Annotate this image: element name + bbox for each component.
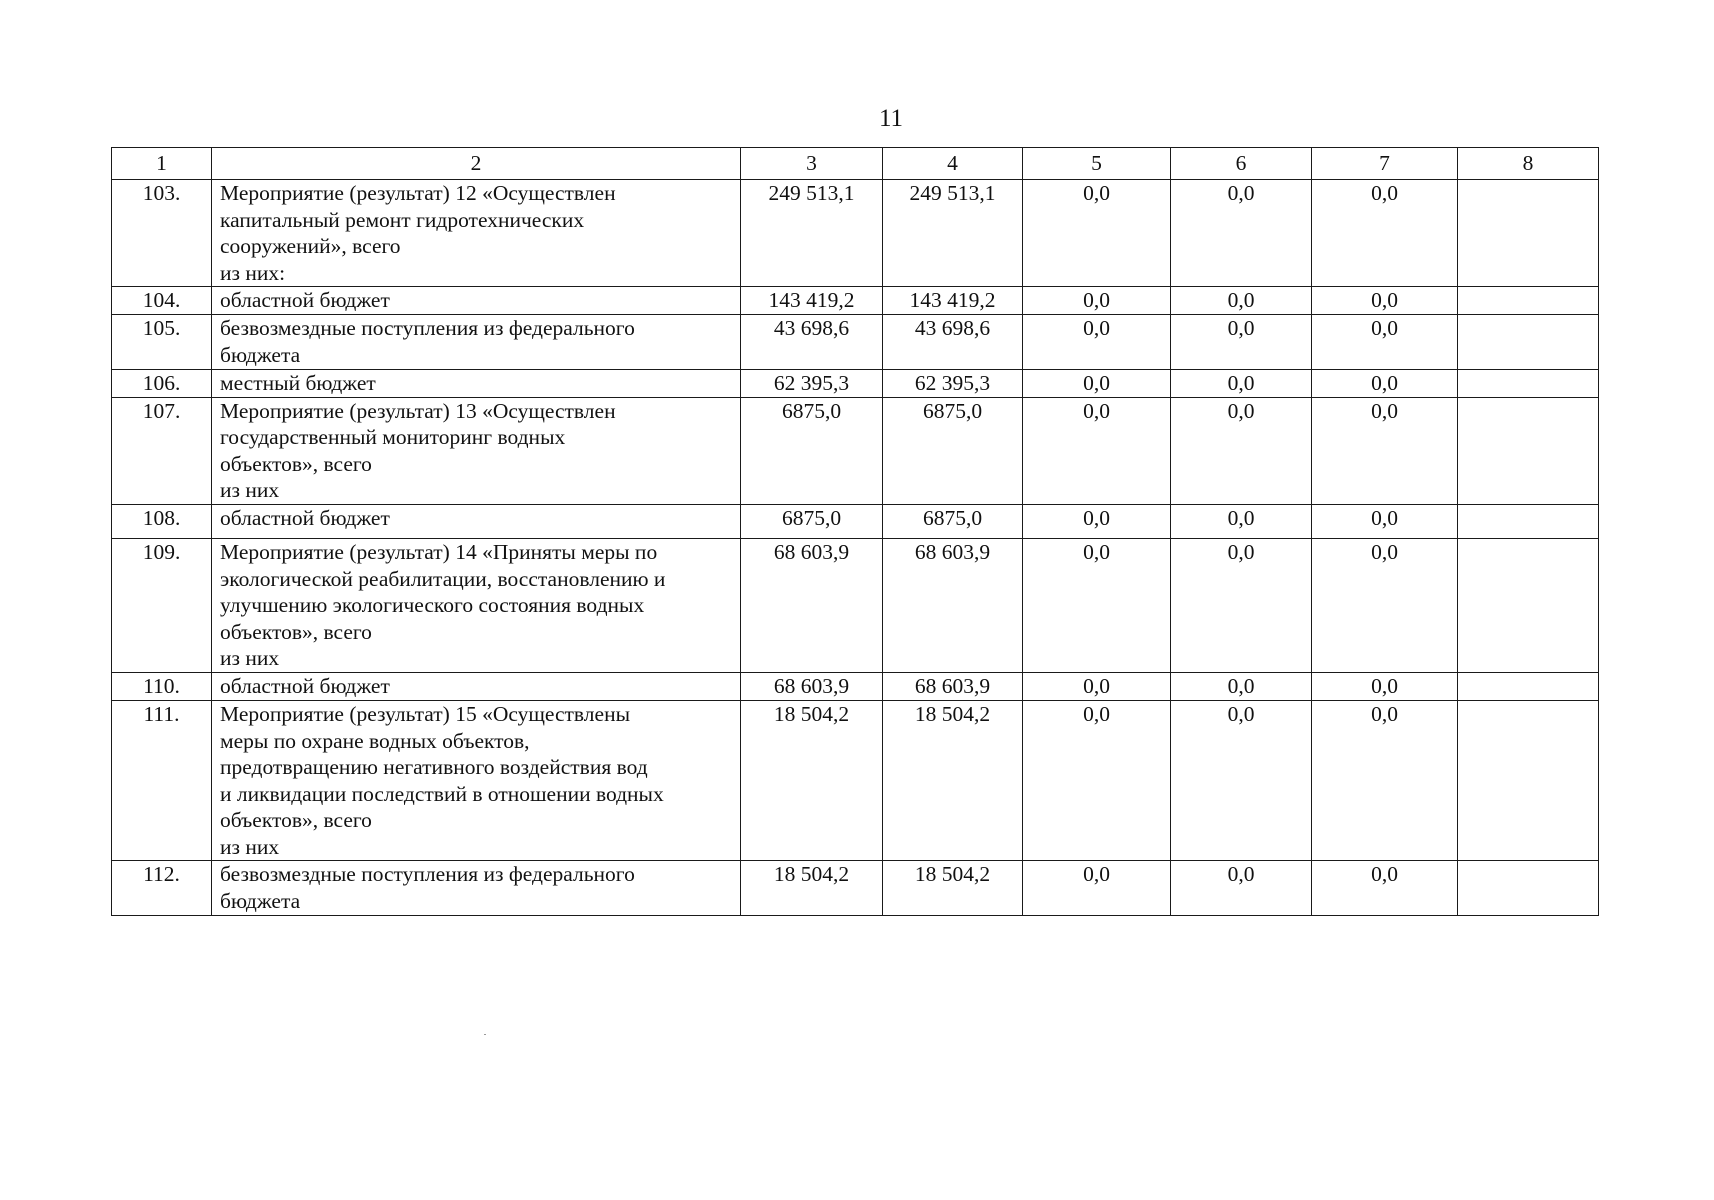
column-header: 1 [112,148,212,180]
value-cell-col-8 [1458,504,1599,538]
value-cell-col-4: 18 504,2 [883,700,1023,861]
description-cell [212,700,741,861]
value-cell-col-4: 43 698,6 [883,315,1023,369]
description-line: объектов», всего [220,808,372,833]
value-cell-col-6: 0,0 [1171,397,1312,504]
description-line: местный бюджет [220,370,376,395]
value-cell-col-6: 0,0 [1171,315,1312,369]
description-line: из них [220,834,280,859]
description-line: объектов», всего [220,451,372,476]
description-cell [212,397,741,504]
description-line: государственный мониторинг водных [220,425,566,450]
description-line: безвозмездные поступления из федерального [220,316,635,341]
row-number-cell: 109. [112,538,212,672]
description-cell [212,861,741,915]
description-cell [212,538,741,672]
row-number-cell: 107. [112,397,212,504]
value-cell-col-6: 0,0 [1171,538,1312,672]
value-cell-col-5: 0,0 [1023,180,1171,287]
description-line: областной бюджет [220,673,390,698]
value-cell-col-8 [1458,672,1599,700]
column-header: 8 [1458,148,1599,180]
description-cell [212,315,741,369]
value-cell-col-4: 249 513,1 [883,180,1023,287]
value-cell-col-7: 0,0 [1312,180,1458,287]
description-line: Мероприятие (результат) 12 «Осуществлен [220,181,616,205]
description-cell [212,672,741,700]
value-cell-col-3: 43 698,6 [741,315,883,369]
row-number-cell: 103. [112,180,212,287]
description-line: объектов», всего [220,619,372,644]
table-row [112,287,1599,315]
value-cell-col-4: 143 419,2 [883,287,1023,315]
value-cell-col-7: 0,0 [1312,672,1458,700]
value-cell-col-8 [1458,397,1599,504]
value-cell-col-8 [1458,180,1599,287]
description-line: Мероприятие (результат) 13 «Осуществлен [220,398,616,423]
column-header: 4 [883,148,1023,180]
value-cell-col-3: 68 603,9 [741,538,883,672]
value-cell-col-8 [1458,315,1599,369]
table-row [112,504,1599,538]
column-header: 5 [1023,148,1171,180]
value-cell-col-5: 0,0 [1023,861,1171,915]
description-line: областной бюджет [220,288,390,313]
value-cell-col-8 [1458,861,1599,915]
value-cell-col-3: 143 419,2 [741,287,883,315]
column-header: 3 [741,148,883,180]
value-cell-col-6: 0,0 [1171,369,1312,397]
description-line: предотвращению негативного воздействия вод [220,755,648,780]
column-header: 2 [212,148,741,180]
budget-table [111,147,1599,916]
description-line: безвозмездные поступления из федерального [220,862,635,887]
value-cell-col-3: 68 603,9 [741,672,883,700]
value-cell-col-7: 0,0 [1312,287,1458,315]
description-cell [212,287,741,315]
value-cell-col-3: 6875,0 [741,504,883,538]
description-line: улучшению экологического состояния водных [220,593,645,618]
description-cell [212,369,741,397]
value-cell-col-6: 0,0 [1171,287,1312,315]
table-row [112,672,1599,700]
table-row [112,397,1599,504]
table-row [112,538,1599,672]
description-cell [212,504,741,538]
value-cell-col-3: 18 504,2 [741,700,883,861]
column-header: 7 [1312,148,1458,180]
table-row [112,700,1599,861]
value-cell-col-5: 0,0 [1023,538,1171,672]
column-number-row [112,148,1599,180]
description-line: Мероприятие (результат) 14 «Приняты меры по [220,539,658,564]
value-cell-col-6: 0,0 [1171,861,1312,915]
table-row [112,861,1599,915]
value-cell-col-6: 0,0 [1171,504,1312,538]
row-number-cell: 105. [112,315,212,369]
value-cell-col-7: 0,0 [1312,369,1458,397]
value-cell-col-4: 68 603,9 [883,538,1023,672]
value-cell-col-4: 62 395,3 [883,369,1023,397]
description-line: сооружений», всего [220,234,401,259]
value-cell-col-8 [1458,369,1599,397]
description-line: Мероприятие (результат) 15 «Осуществлены [220,701,631,726]
description-line: из них [220,478,280,503]
value-cell-col-4: 68 603,9 [883,672,1023,700]
value-cell-col-5: 0,0 [1023,504,1171,538]
table-row [112,180,1599,287]
row-number-cell: 110. [112,672,212,700]
value-cell-col-5: 0,0 [1023,315,1171,369]
table-row [112,369,1599,397]
value-cell-col-5: 0,0 [1023,287,1171,315]
value-cell-col-7: 0,0 [1312,315,1458,369]
value-cell-col-3: 62 395,3 [741,369,883,397]
value-cell-col-3: 249 513,1 [741,180,883,287]
value-cell-col-6: 0,0 [1171,700,1312,861]
description-line: областной бюджет [220,505,390,530]
value-cell-col-7: 0,0 [1312,397,1458,504]
value-cell-col-5: 0,0 [1023,369,1171,397]
value-cell-col-5: 0,0 [1023,700,1171,861]
value-cell-col-8 [1458,700,1599,861]
table-body [112,148,1599,916]
description-line: и ликвидации последствий в отношении водных [220,781,664,806]
row-number-cell: 112. [112,861,212,915]
value-cell-col-4: 6875,0 [883,397,1023,504]
description-line: капитальный ремонт гидротехнических [220,207,585,232]
value-cell-col-3: 18 504,2 [741,861,883,915]
description-line: из них [220,646,280,671]
value-cell-col-7: 0,0 [1312,538,1458,672]
description-line: экологической реабилитации, восстановлению и [220,566,666,591]
page-number: 11 [878,105,904,132]
description-line: бюджета [220,342,301,367]
value-cell-col-6: 0,0 [1171,180,1312,287]
description-line: из них: [220,260,286,285]
description-cell [212,180,741,287]
value-cell-col-7: 0,0 [1312,861,1458,915]
row-number-cell: 106. [112,369,212,397]
scan-speck [484,1034,486,1035]
value-cell-col-5: 0,0 [1023,397,1171,504]
row-number-cell: 111. [112,700,212,861]
value-cell-col-6: 0,0 [1171,672,1312,700]
value-cell-col-3: 6875,0 [741,397,883,504]
value-cell-col-4: 6875,0 [883,504,1023,538]
value-cell-col-8 [1458,538,1599,672]
row-number-cell: 104. [112,287,212,315]
value-cell-col-7: 0,0 [1312,700,1458,861]
description-line: меры по охране водных объектов, [220,728,530,753]
column-header: 6 [1171,148,1312,180]
value-cell-col-8 [1458,287,1599,315]
value-cell-col-5: 0,0 [1023,672,1171,700]
description-line: бюджета [220,889,301,914]
table-row [112,315,1599,369]
value-cell-col-4: 18 504,2 [883,861,1023,915]
row-number-cell: 108. [112,504,212,538]
value-cell-col-7: 0,0 [1312,504,1458,538]
